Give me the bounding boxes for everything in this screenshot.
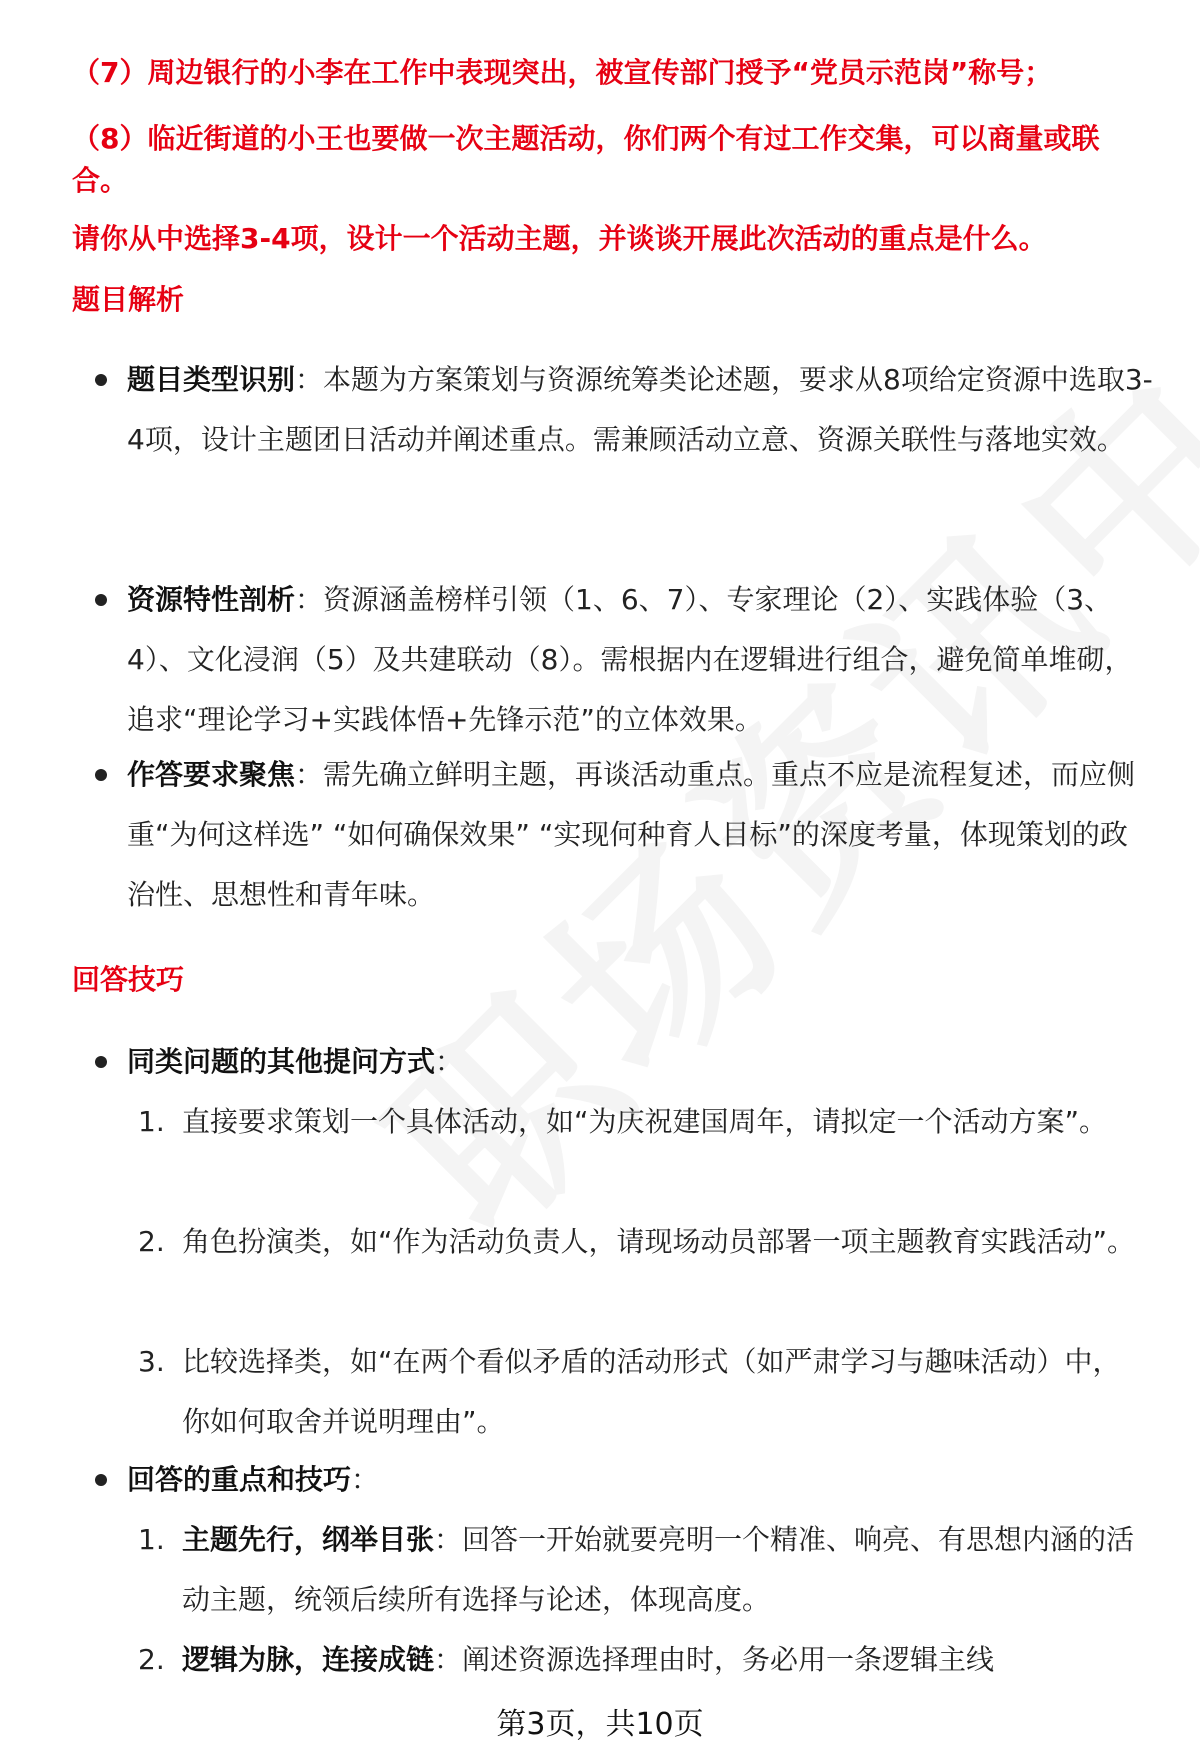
- bullet-dot-icon: [95, 374, 107, 386]
- bullet-label: 回答的重点和技巧: [127, 1463, 352, 1496]
- other-way-item-2: [138, 1212, 1148, 1272]
- item-text: ：回答一开始就要亮明一个精准、响亮、有思想内涵的活动主题，统领后续所有选择与论述，体现高度。: [182, 1523, 1135, 1616]
- intro-item-8: （8）临近街道的小王也要做一次主题活动，你们两个有过工作交集，可以商量或联合。: [72, 122, 1100, 197]
- bullet-dot-icon: [95, 1056, 107, 1068]
- item-text: 比较选择类，如“在两个看似矛盾的活动形式（如严肃学习与趣味活动）中，你如何取舍并说明理由”。: [182, 1345, 1121, 1438]
- tips-bullet-other-ways: [95, 1032, 1155, 1092]
- item-text: ：阐述资源选择理由时，务必用一条逻辑主线: [434, 1643, 995, 1676]
- bullet-dot-icon: [95, 769, 107, 781]
- analysis-bullet-1: [95, 350, 1155, 470]
- bullet-label: 同类问题的其他提问方式: [127, 1045, 436, 1078]
- page-number-footer: 第3页，共10页: [496, 1707, 704, 1742]
- bullet-label: 资源特性剖析: [127, 583, 296, 616]
- key-point-item-1: [138, 1510, 1148, 1630]
- other-way-item-1: [138, 1092, 1148, 1152]
- key-point-item-2: [138, 1630, 1148, 1690]
- item-text: 直接要求策划一个具体活动，如“为庆祝建国周年，请拟定一个活动方案”。: [182, 1105, 1108, 1138]
- bullet-suffix: ：: [351, 1463, 380, 1496]
- item-text: 角色扮演类，如“作为活动负责人，请现场动员部署一项主题教育实践活动”。: [182, 1225, 1136, 1258]
- question-text: 请你从中选择3-4项，设计一个活动主题，并谈谈开展此次活动的重点是什么。: [72, 222, 1047, 255]
- item-number: 2.: [138, 1225, 165, 1258]
- analysis-bullet-2: [95, 570, 1155, 750]
- item-number: 1.: [138, 1523, 165, 1556]
- bullet-dot-icon: [95, 1474, 107, 1486]
- analysis-bullet-3: [95, 745, 1155, 925]
- bullet-label: 题目类型识别: [127, 363, 296, 396]
- bullet-label: 作答要求聚焦: [127, 758, 296, 791]
- item-number: 1.: [138, 1105, 165, 1138]
- section-title-analysis: 题目解析: [72, 283, 185, 316]
- item-label: 主题先行，纲举目张: [182, 1523, 435, 1556]
- section-title-tips: 回答技巧: [72, 963, 185, 996]
- item-label: 逻辑为脉，连接成链: [182, 1643, 435, 1676]
- bullet-body: ：需先确立鲜明主题，再谈活动重点。重点不应是流程复述，而应侧重“为何这样选” “如何确保效果” “实现何种育人目标”的深度考量，体现策划的政治性、思想性和青年味。: [127, 758, 1136, 911]
- tips-bullet-key-points: [95, 1450, 1155, 1510]
- item-number: 3.: [138, 1345, 165, 1378]
- bullet-suffix: ：: [435, 1045, 464, 1078]
- intro-item-7: （7）周边银行的小李在工作中表现突出，被宣传部门授予“党员示范岗”称号；: [72, 56, 1053, 89]
- bullet-body: ：本题为方案策划与资源统筹类论述题，要求从8项给定资源中选取3-4项，设计主题团日活动并阐述重点。需兼顾活动立意、资源关联性与落地实效。: [127, 363, 1153, 456]
- item-number: 2.: [138, 1643, 165, 1676]
- bullet-body: ：资源涵盖榜样引领（1、6、7）、专家理论（2）、实践体验（3、4）、文化浸润（5）及共建联动（8）。需根据内在逻辑进行组合，避免简单堆砌，追求“理论学习+实践体悟+先锋示范”的立体效果。: [127, 583, 1133, 736]
- other-way-item-3: [138, 1332, 1148, 1452]
- bullet-dot-icon: [95, 594, 107, 606]
